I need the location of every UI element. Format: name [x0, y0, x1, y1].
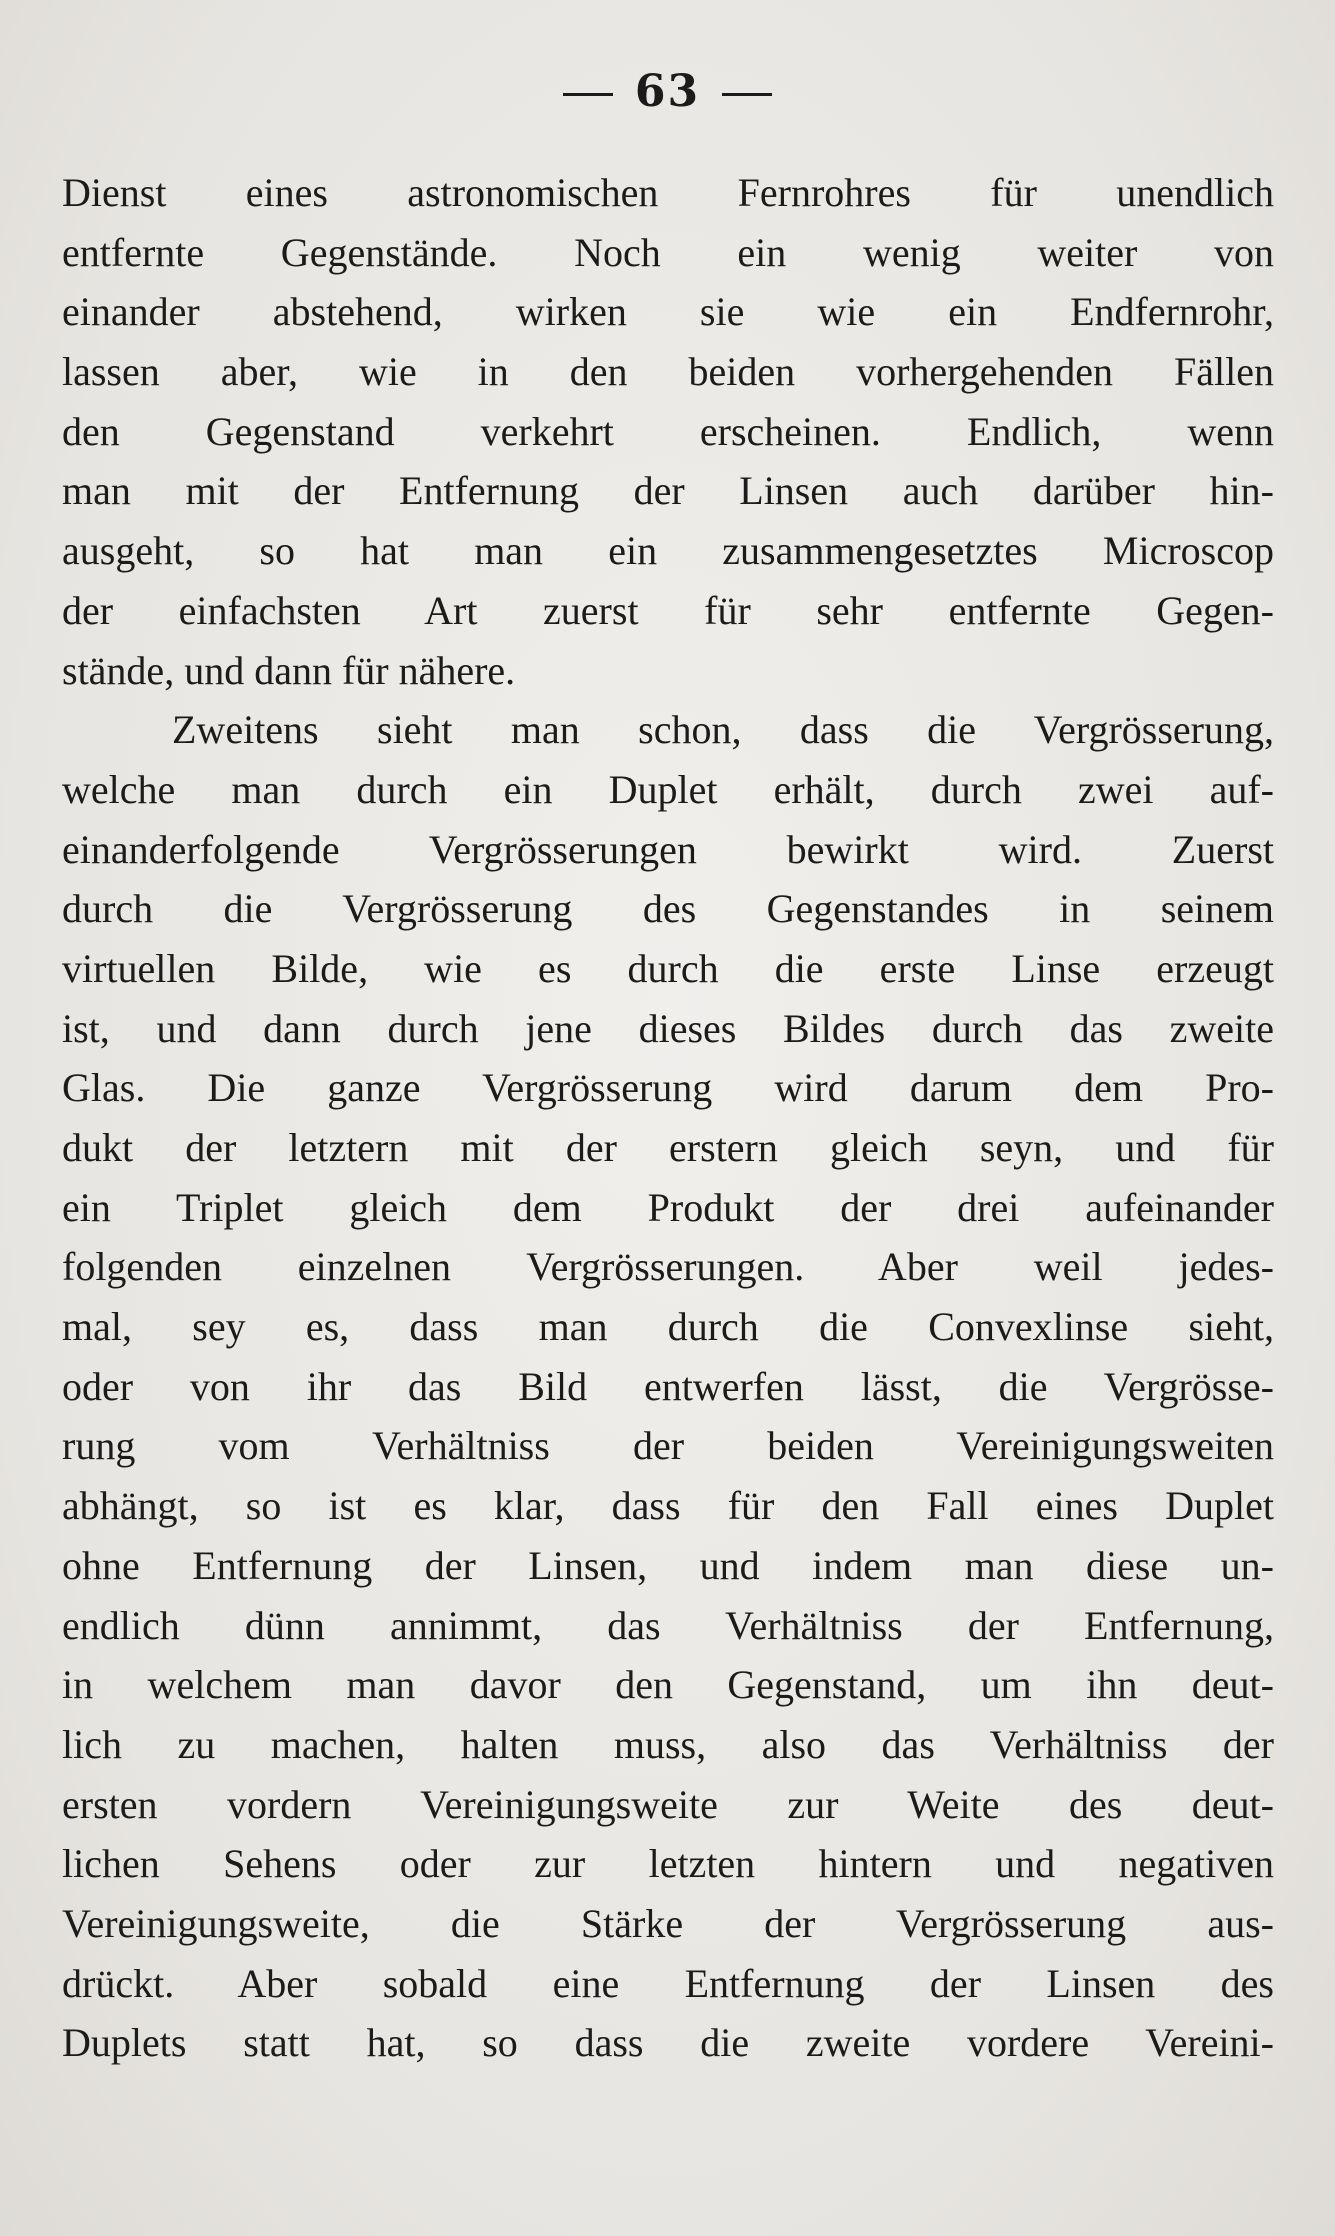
text-line: entfernte Gegenstände. Noch ein wenig weiter von	[62, 229, 1274, 275]
text-line: dukt der letztern mit der erstern gleich seyn, und für	[62, 1125, 1274, 1170]
text-line: ausgeht, so hat man ein zusammengesetztes Microscop	[62, 528, 1274, 574]
text-line: ohne Entfernung der Linsen, und indem man diese un-	[62, 1542, 1274, 1588]
paragraph-first-line: Zweitens sieht man schon, dass die Vergrösserung,	[172, 707, 1274, 753]
text-line: Glas. Die ganze Vergrösserung wird darum dem Pro-	[62, 1065, 1274, 1111]
text-line: lassen aber, wie in den beiden vorhergehenden Fällen	[62, 349, 1274, 395]
text-line: lichen Sehens oder zur letzten hintern und negativen	[62, 1841, 1274, 1887]
text-line: folgenden einzelnen Vergrösserungen. Aber weil jedes-	[62, 1244, 1274, 1290]
text-line: virtuellen Bilde, wie es durch die erste Linse erzeugt	[62, 945, 1274, 991]
text-line: welche man durch ein Duplet erhält, durch zwei auf-	[62, 766, 1274, 812]
text-line: ersten vordern Vereinigungsweite zur Weite des deut-	[62, 1781, 1274, 1827]
text-line: den Gegenstand verkehrt erscheinen. Endlich, wenn	[62, 408, 1274, 454]
text-line: ein Triplet gleich dem Produkt der drei aufeinander	[62, 1184, 1274, 1230]
text-line: rung vom Verhältniss der beiden Vereinigungsweiten	[62, 1423, 1274, 1469]
text-line: man mit der Entfernung der Linsen auch darüber hin-	[62, 468, 1274, 514]
text-line: stände, und dann für nähere.	[62, 647, 516, 693]
text-line: drückt. Aber sobald eine Entfernung der Linsen des	[62, 1960, 1274, 2006]
text-line: Duplets statt hat, so dass die zweite vordere Vereini-	[62, 2020, 1274, 2066]
text-line: oder von ihr das Bild entwerfen lässt, die Vergrösse-	[62, 1363, 1274, 1409]
text-line: durch die Vergrösserung des Gegenstandes in seinem	[62, 886, 1274, 932]
text-line: ist, und dann durch jene dieses Bildes durch das zweite	[62, 1005, 1274, 1051]
text-line: in welchem man davor den Gegenstand, um ihn deut-	[62, 1662, 1274, 1708]
page-number: 63	[634, 66, 701, 117]
text-line: endlich dünn annimmt, das Verhältniss der Entfernung,	[62, 1602, 1274, 1648]
text-line: lich zu machen, halten muss, also das Verhältniss der	[62, 1721, 1274, 1767]
text-line: der einfachsten Art zuerst für sehr entfernte Gegen-	[62, 587, 1274, 633]
body-text	[62, 163, 1274, 2073]
text-line: Vereinigungsweite, die Stärke der Vergrösserung aus-	[62, 1900, 1274, 1946]
text-line: mal, sey es, dass man durch die Convexlinse sieht,	[62, 1304, 1274, 1350]
text-line: Dienst eines astronomischen Fernrohres für unendlich	[62, 170, 1274, 215]
right-dash	[722, 93, 772, 96]
text-line: einanderfolgende Vergrösserungen bewirkt wird. Zuerst	[62, 826, 1274, 872]
left-dash	[563, 93, 613, 96]
page-header	[0, 62, 1335, 122]
text-line: abhängt, so ist es klar, dass für den Fall eines Duplet	[62, 1483, 1274, 1529]
text-line: einander abstehend, wirken sie wie ein Endfernrohr,	[62, 289, 1274, 335]
